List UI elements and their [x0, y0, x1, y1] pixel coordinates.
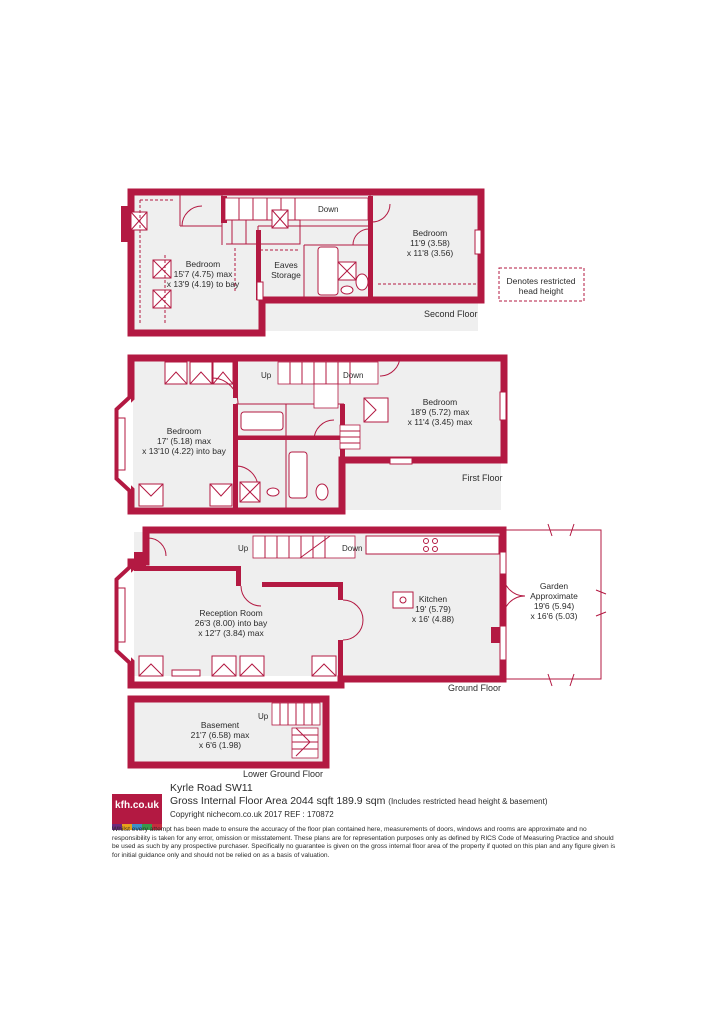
kfh-logo[interactable]: [112, 794, 162, 830]
room-name: Garden: [539, 581, 569, 591]
legend-text: Denotes restricted: [506, 276, 576, 286]
toilet-icon: [316, 484, 328, 500]
room-name: Bedroom: [185, 259, 221, 269]
floor-label: Second Floor: [424, 309, 478, 319]
room-dimension: x 16'6 (5.03): [530, 611, 578, 621]
room-dimension: x 11'8 (3.56): [406, 248, 454, 258]
room-dimension: 11'9 (3.58): [410, 238, 450, 248]
room-name: Bedroom: [412, 228, 448, 238]
copyright: Copyright nichecom.co.uk 2017 REF : 170872: [170, 810, 334, 819]
stair-direction-label: Down: [343, 371, 364, 380]
floor-area-note: (Includes restricted head height & basement): [388, 797, 548, 806]
second-floor: [121, 192, 481, 333]
basin-icon: [267, 488, 279, 496]
kitchen-counter: [366, 536, 499, 554]
room-dimension: 19'6 (5.94): [533, 601, 575, 611]
stair-direction-label: Up: [258, 712, 269, 721]
room-dimension: 21'7 (6.58) max: [190, 730, 250, 740]
room-dimension: x 11'4 (3.45) max: [407, 417, 473, 427]
stair-direction-label: Up: [238, 544, 249, 553]
lower-ground-floor: [131, 699, 326, 779]
eaves-label: Storage: [271, 270, 301, 280]
floor-area-value: Gross Internal Floor Area 2044 sqft 189.9 sqm: [170, 795, 386, 807]
room-name: Bedroom: [166, 426, 202, 436]
floor-label: Ground Floor: [448, 683, 502, 693]
sink-icon: [393, 592, 413, 608]
toilet-icon: [356, 274, 368, 290]
room-dimension: 19' (5.79): [415, 604, 451, 614]
room-dimension: 17' (5.18) max: [156, 436, 212, 446]
room-dimension: 26'3 (8.00) into bay: [194, 618, 268, 628]
floor-label: First Floor: [462, 473, 503, 483]
legend: [499, 268, 584, 301]
stair-direction-label: Down: [318, 205, 339, 214]
room-name: Basement: [200, 720, 240, 730]
legend-text: head height: [518, 286, 564, 296]
basin-icon: [341, 286, 353, 294]
floor-area: [170, 795, 548, 807]
bath-icon: [318, 247, 338, 295]
room-dimension: x 13'10 (4.22) into bay: [142, 446, 226, 456]
bath-icon: [241, 412, 283, 430]
stair-direction-label: Up: [261, 371, 272, 380]
first-floor: [118, 356, 506, 511]
room-name: Bedroom: [422, 397, 458, 407]
room-dimension: x 13'9 (4.19) to bay: [166, 279, 240, 289]
property-address: Kyrle Road SW11: [170, 782, 253, 794]
room-dimension: 15'7 (4.75) max: [173, 269, 233, 279]
bath-icon: [289, 452, 307, 498]
stairs: [253, 536, 355, 558]
room-dimension: x 16' (4.88): [411, 614, 455, 624]
room-name: Kitchen: [418, 594, 448, 604]
room-name: Approximate: [530, 591, 578, 601]
floor-label: Lower Ground Floor: [243, 769, 324, 779]
room-dimension: x 6'6 (1.98): [198, 740, 242, 750]
eaves-label: Eaves: [274, 260, 298, 270]
ground-floor: [118, 524, 606, 693]
stair-direction-label: Down: [342, 544, 363, 553]
logo-text: kfh.co.uk: [115, 800, 159, 811]
room-name: Reception Room: [199, 608, 263, 618]
room-dimension: 18'9 (5.72) max: [410, 407, 470, 417]
room-dimension: x 12'7 (3.84) max: [198, 628, 264, 638]
disclaimer: Whilst every attempt has been made to ensure the accuracy of the floor plan contained here, measurements of doors, windows and rooms are approximate and no responsibility is taken for any error, omission or misstatement. These plans are for representation purposes only as defined by RICS Code of Measuring Practice and should be used as such by any prospective purchaser. Specifically no guarantee is given on the gross internal floor area of the property if quoted on this plan and any figure given is for initial guidance only and should not be relied on as a basis of valuation.: [112, 826, 616, 859]
